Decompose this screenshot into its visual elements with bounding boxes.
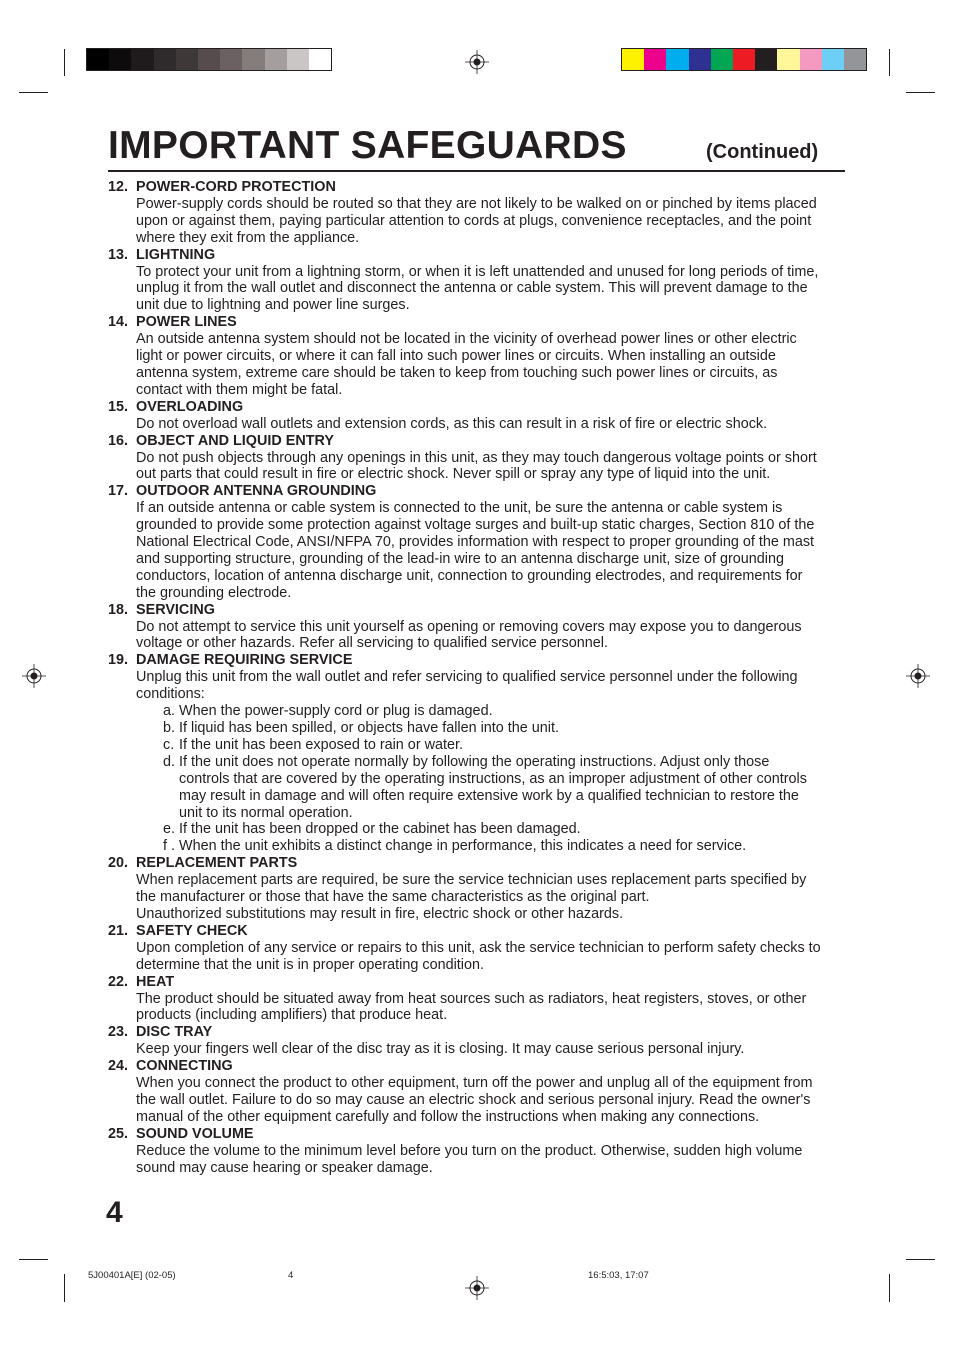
continued-label: (Continued) [706,141,819,163]
safeguard-body [136,1143,828,1177]
safeguard-heading [108,1024,828,1041]
safeguard-heading [108,433,828,450]
safeguard-item [108,652,828,855]
safeguard-text-line: Upon completion of any service or repairs to this unit, ask the service technician to perform safety checks to [136,939,821,956]
safeguard-text-line: Do not attempt to service this unit yourself as opening or removing covers may expose you to dangerous [136,618,802,635]
condition-text-line: unit to its normal operation. [179,804,353,821]
footer-timestamp: 16:5:03, 17:07 [588,1270,649,1281]
safeguard-body [136,500,828,601]
condition-text-line: When the power-supply cord or plug is damaged. [179,703,493,720]
crop-mark [19,92,48,93]
safeguard-title: OBJECT AND LIQUID ENTRY [136,432,335,449]
condition-text-line: If the unit does not operate normally by following the operating instructions. Adjust only those [179,753,770,770]
condition-item [163,754,828,822]
safeguard-item [108,433,828,484]
color-swatch [666,49,688,70]
safeguard-text-line: upon or against them, paying particular attention to cords at plugs, convenience receptacles, and the point [136,212,812,229]
safeguard-item [108,855,828,923]
condition-item [163,737,828,754]
color-swatch [800,49,822,70]
safeguard-heading [108,483,828,500]
safeguard-title: CONNECTING [136,1058,233,1075]
safeguard-number: 17. [108,483,129,500]
safeguard-text-line: manual of the other equipment carefully and follow the instructions when making any connections. [136,1108,760,1125]
safeguard-text-line: To protect your unit from a lightning storm, or when it is left unattended and unused for long periods of time, [136,263,819,280]
safeguard-title: SOUND VOLUME [136,1125,254,1142]
condition-text-line: If liquid has been spilled, or objects have fallen into the unit. [179,720,559,736]
condition-item [163,720,828,737]
safeguard-text-line: products (including amplifiers) that produce heat. [136,1007,448,1024]
safeguard-heading [108,314,828,331]
safeguard-title: HEAT [136,973,175,990]
safeguard-item [108,247,828,315]
safeguard-body [136,940,828,974]
safeguard-item [108,1126,828,1177]
condition-letter: a. [163,703,176,720]
registration-mark-icon [465,1276,489,1300]
condition-item [163,821,828,838]
safeguard-text-line: An outside antenna system should not be located in the vicinity of overhead power lines or other electric [136,331,797,348]
color-swatch [176,49,198,70]
safeguard-text-line: unit due to lightning and power line surges. [136,297,410,314]
title-rule [108,170,845,172]
safeguard-body [136,872,828,923]
safeguard-text-line: Unplug this unit from the wall outlet and refer servicing to qualified service personnel under the following [136,669,798,686]
safeguard-text-line: determine that the unit is in proper operating condition. [136,956,484,973]
crop-mark [906,1259,935,1260]
safeguard-item [108,483,828,601]
safeguard-heading [108,923,828,940]
safeguard-title: SAFETY CHECK [136,922,248,939]
color-swatch [220,49,242,70]
safeguard-text-line: Unauthorized substitutions may result in fire, electric shock or other hazards. [136,905,624,922]
safeguard-text-line: conditions: [136,686,205,703]
safeguard-text-line: out parts that could result in fire or electric shock. Never spill or spray any type of liquid into the unit. [136,466,771,483]
color-swatch [242,49,264,70]
condition-text [179,720,559,737]
safeguard-body [136,331,828,399]
safeguard-body [136,619,828,653]
safeguard-item [108,399,828,433]
crop-mark [906,92,935,93]
safeguard-text-line: Do not overload wall outlets and extension cords, as this can result in a risk of fire or electric shock. [136,415,768,432]
safeguard-number: 22. [108,973,129,990]
safeguard-item [108,602,828,653]
safeguard-number: 21. [108,922,129,939]
safeguard-number: 18. [108,601,129,618]
color-swatch [822,49,844,70]
safeguard-title: DAMAGE REQUIRING SERVICE [136,652,353,669]
footer-page: 4 [288,1270,294,1281]
safeguard-item [108,974,828,1025]
crop-mark [64,49,65,76]
safeguard-title: DISC TRAY [136,1024,213,1041]
color-calibration-bar [621,48,867,71]
safeguard-number: 25. [108,1125,129,1142]
safeguard-item [108,314,828,399]
safeguard-number: 23. [108,1024,129,1041]
condition-letter: f . [163,838,175,855]
safeguard-body [136,991,828,1025]
crop-mark [64,1274,65,1302]
safeguard-text-line: National Electrical Code, ANSI/NFPA 70, provides information with respect to proper grounding of the mast [136,534,815,551]
safeguard-number: 14. [108,314,129,331]
safeguard-heading [108,855,828,872]
safeguard-text-line: If an outside antenna or cable system is connected to the unit, be sure the antenna or cable system is [136,500,783,517]
safeguard-text-line: and supporting structure, grounding of the lead-in wire to an antenna discharge unit, size of grounding [136,550,785,567]
safeguard-item [108,923,828,974]
color-swatch [154,49,176,70]
safeguard-text-line: Reduce the volume to the minimum level before you turn on the product. Otherwise, sudden high volume [136,1142,803,1159]
safeguard-number: 15. [108,398,129,415]
safeguard-text-line: grounded to provide some protection against voltage surges and built-up static charges, Section 810 of the [136,517,815,534]
safeguard-body [136,669,828,855]
safeguard-number: 20. [108,855,129,872]
condition-text-line: If the unit has been dropped or the cabinet has been damaged. [179,821,581,838]
color-swatch [622,49,644,70]
safeguard-body [136,196,828,247]
safeguard-heading [108,179,828,196]
crop-mark [889,1274,890,1302]
safeguard-title: POWER-CORD PROTECTION [136,179,336,195]
safeguard-number: 19. [108,652,129,669]
safeguard-body [136,1075,828,1126]
condition-letter: d. [163,753,176,770]
safeguard-heading [108,1058,828,1075]
color-swatch [777,49,799,70]
safeguard-text-line: When you connect the product to other equipment, turn off the power and unplug all of the equipment from [136,1075,813,1092]
safeguard-number: 12. [108,179,129,195]
condition-text [179,703,493,720]
safeguard-text-line: voltage or other hazards. Refer all servicing to qualified service personnel. [136,635,608,652]
safeguard-number: 13. [108,246,129,263]
color-swatch [711,49,733,70]
safeguard-heading [108,652,828,669]
safeguard-heading [108,247,828,264]
condition-text-line: When the unit exhibits a distinct change in performance, this indicates a need for service. [179,838,747,855]
color-swatch [87,49,109,70]
safeguard-text-line: Power-supply cords should be routed so that they are not likely to be walked on or pinched by items placed [136,195,817,212]
safeguard-text-line: the manufacturer or those that have the same characteristics as the original part. [136,889,650,906]
safeguard-number: 24. [108,1058,129,1075]
registration-mark-icon [906,664,930,688]
color-swatch [689,49,711,70]
footer-document-code: 5J00401A[E] (02-05) [88,1270,176,1281]
safeguard-text-line: the wall outlet. Failure to do so may cause an electric shock and serious personal injury. Read the owner's [136,1091,811,1108]
safeguard-body [136,450,828,484]
condition-item [163,838,828,855]
safeguard-text-line: light or power circuits, or where it can fall into such power lines or circuits. When installing an outside [136,348,776,365]
color-swatch [265,49,287,70]
condition-text-line: If the unit has been exposed to rain or water. [179,736,463,753]
safeguard-item [108,179,828,247]
color-swatch [309,49,331,70]
safeguard-title: POWER LINES [136,314,237,331]
crop-mark [889,49,890,76]
color-swatch [733,49,755,70]
safeguard-text-line: Do not push objects through any openings in this unit, as they may touch dangerous voltage points or short [136,449,817,466]
safeguard-text-line: antenna system, extreme care should be taken to keep from touching such power lines or circuits, as [136,364,778,381]
condition-letter: b. [163,720,176,736]
safeguards-list [108,179,828,1176]
condition-text-line: controls that are covered by the operating instructions, as an improper adjustment of other controls [179,770,807,787]
color-swatch [198,49,220,70]
registration-mark-icon [465,50,489,74]
safeguard-text-line: where they exit from the appliance. [136,229,360,246]
condition-text [179,838,746,855]
safeguard-text-line: Keep your fingers well clear of the disc tray as it is closing. It may cause serious personal injury. [136,1041,745,1058]
condition-item [163,703,828,720]
safeguard-title: SERVICING [136,601,215,618]
safeguard-item [108,1024,828,1058]
safeguard-heading [108,1126,828,1143]
color-swatch [131,49,153,70]
safeguard-text-line: The product should be situated away from heat sources such as radiators, heat registers, stoves, or other [136,990,807,1007]
safeguard-heading [108,974,828,991]
safeguard-text-line: unplug it from the wall outlet and disconnect the antenna or cable system. This will prevent damage to the [136,280,808,297]
registration-mark-icon [22,664,46,688]
safeguard-text-line: the grounding electrode. [136,584,292,601]
safeguard-title: LIGHTNING [136,246,216,263]
condition-letter: c. [163,736,175,753]
safeguard-heading [108,399,828,416]
safeguard-text-line: When replacement parts are required, be sure the service technician uses replacement parts specified by [136,872,807,889]
grayscale-calibration-bar [86,48,332,71]
page-title: IMPORTANT SAFEGUARDS [108,124,627,167]
condition-text [179,754,807,822]
page-number: 4 [106,1196,123,1229]
safeguard-text-line: conductors, location of antenna discharge unit, connection to grounding electrodes, and requirements for [136,567,803,584]
color-swatch [755,49,777,70]
safeguard-heading [108,602,828,619]
color-swatch [644,49,666,70]
safeguard-text-line: sound may cause hearing or speaker damage. [136,1159,433,1176]
safeguard-title: OUTDOOR ANTENNA GROUNDING [136,483,377,500]
condition-text [179,821,581,838]
color-swatch [287,49,309,70]
condition-text [179,737,463,754]
condition-text-line: may result in damage and will often require extensive work by a qualified technician to restore the [179,787,799,804]
condition-letter: e. [163,821,176,838]
crop-mark [19,1259,48,1260]
safeguard-body [136,1041,828,1058]
safeguard-number: 16. [108,432,129,449]
color-swatch [844,49,866,70]
safeguard-body [136,416,828,433]
safeguard-item [108,1058,828,1126]
safeguard-text-line: contact with them might be fatal. [136,381,343,398]
safeguard-title: OVERLOADING [136,398,244,415]
safeguard-body [136,264,828,315]
color-swatch [109,49,131,70]
safeguard-title: REPLACEMENT PARTS [136,855,298,872]
